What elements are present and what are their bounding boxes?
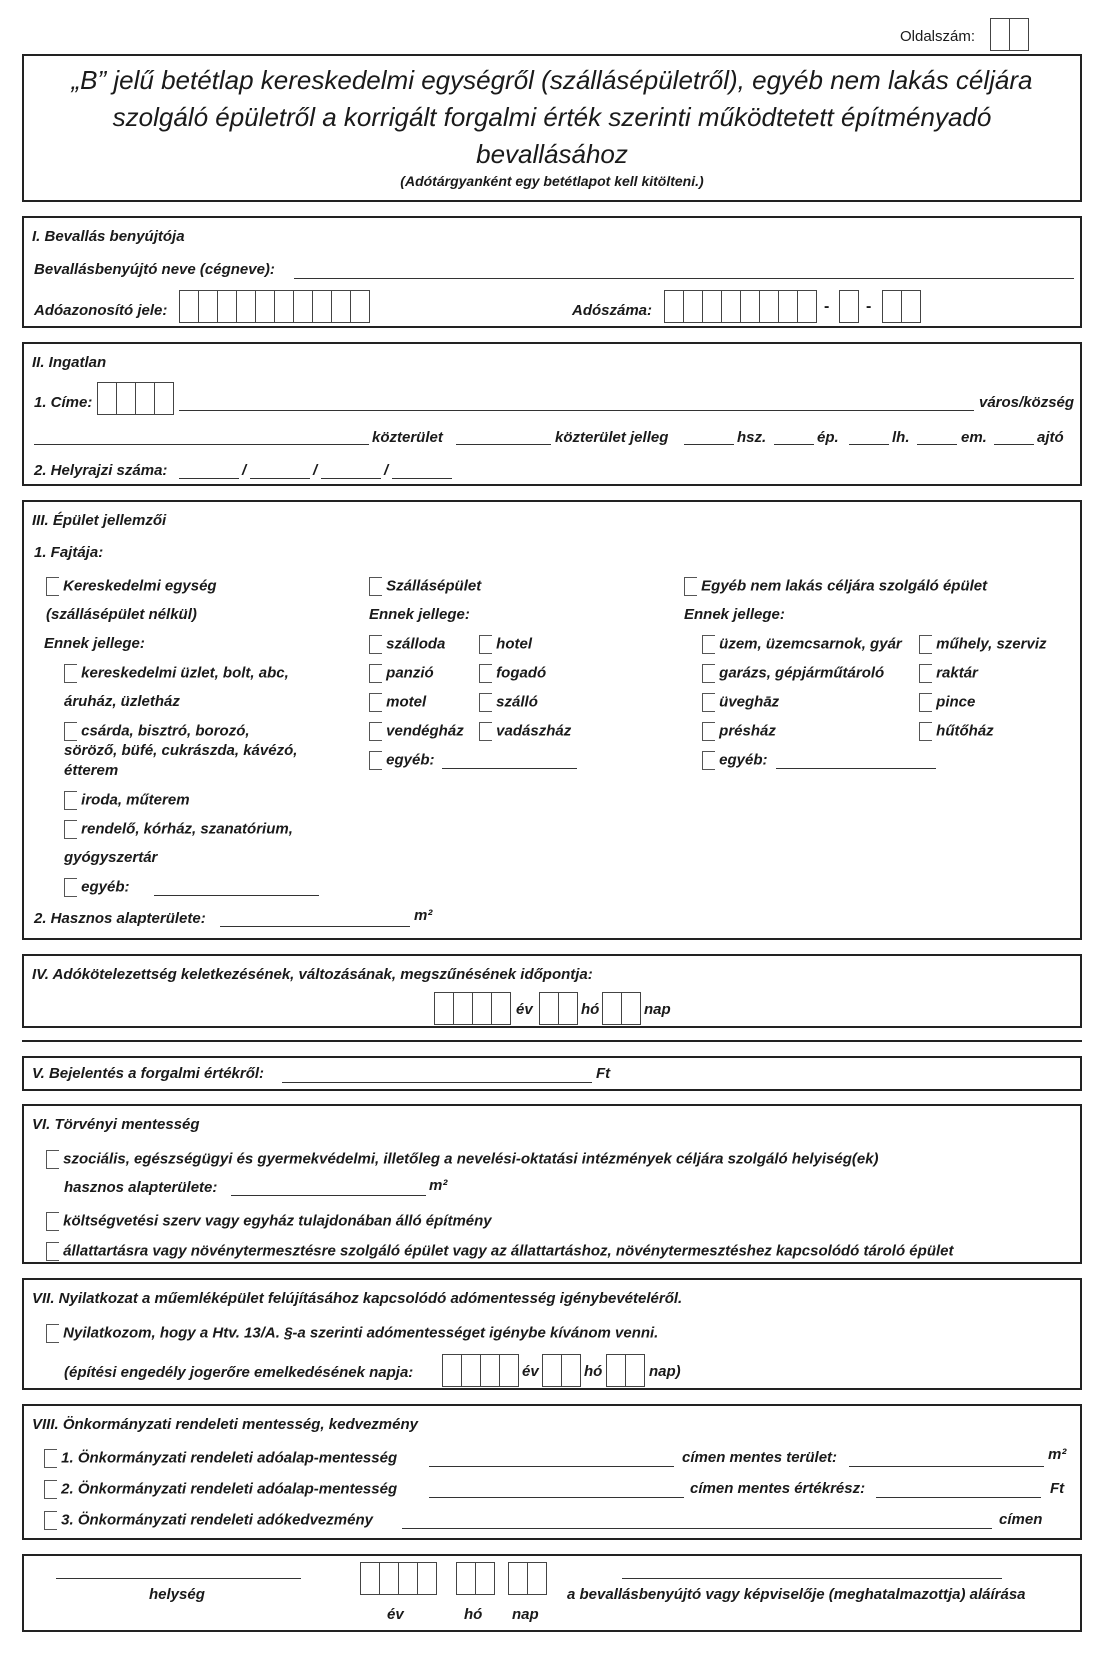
permit-month-label: hó xyxy=(584,1363,603,1380)
section-6 xyxy=(22,1104,1082,1264)
commercial-restaurant-label-3: étterem xyxy=(64,762,119,779)
commercial-unit-option[interactable] xyxy=(46,577,217,596)
other-coldstore-label: hűtőház xyxy=(936,722,994,740)
local-exempt-area-checkbox[interactable] xyxy=(44,1449,57,1468)
market-value-unit: Ft xyxy=(596,1065,611,1082)
other-cellar-checkbox[interactable] xyxy=(919,693,932,712)
filer-name-input[interactable] xyxy=(294,278,1074,279)
section-divider xyxy=(22,1040,1082,1042)
market-value-input[interactable] xyxy=(282,1082,592,1083)
address-label: 1. Címe: xyxy=(34,394,93,411)
acc-hotel2-option[interactable] xyxy=(479,635,532,654)
section-6-heading: VI. Törvényi mentesség xyxy=(32,1116,200,1133)
commercial-shop-label-2: áruház, üzletház xyxy=(64,693,180,710)
commercial-office-checkbox[interactable] xyxy=(64,791,77,810)
acc-inn-checkbox[interactable] xyxy=(479,664,492,683)
acc-other-label: egyéb: xyxy=(386,751,435,769)
commercial-clinic-label-2: gyógyszertár xyxy=(64,849,158,866)
permit-month-input[interactable] xyxy=(542,1354,581,1387)
other-other-checkbox[interactable] xyxy=(702,751,715,770)
section-7-heading: VII. Nyilatkozat a műemléképület felújításához kapcsolódó adómentesség igénybevételéről. xyxy=(32,1290,683,1307)
other-coldstore-checkbox[interactable] xyxy=(919,722,932,741)
lot-number-label: 2. Helyrajzi száma: xyxy=(34,462,168,479)
section-1-heading: I. Bevallás benyújtója xyxy=(32,228,185,245)
exempt-social-option[interactable] xyxy=(46,1150,879,1169)
commercial-restaurant-checkbox[interactable] xyxy=(64,722,77,741)
section-1 xyxy=(22,216,1082,328)
lot-slash-2: / xyxy=(313,462,318,479)
title-line-2: szolgáló épületről a korrigált forgalmi érték szerinti működtetett építményadó xyxy=(112,102,992,132)
acc-guesthouse-option[interactable] xyxy=(369,722,464,741)
section-3-heading: III. Épület jellemzői xyxy=(32,512,167,529)
local-discount-suffix: címen xyxy=(999,1511,1043,1528)
local-discount-option[interactable] xyxy=(44,1511,373,1530)
local-exempt-value-suffix: címen mentes értékrész: xyxy=(690,1480,866,1497)
door-input[interactable] xyxy=(994,444,1034,445)
local-exempt-area-suffix: címen mentes terület: xyxy=(682,1449,838,1466)
other-greenhouse-option[interactable] xyxy=(702,693,779,712)
house-number-input[interactable] xyxy=(684,444,734,445)
other-cellar-option[interactable] xyxy=(919,693,975,712)
local-discount-checkbox[interactable] xyxy=(44,1511,57,1530)
acc-pension-checkbox[interactable] xyxy=(369,664,382,683)
lot-number-part-4[interactable] xyxy=(392,478,452,479)
building-type-label: 1. Fajtája: xyxy=(34,544,104,561)
useful-area-input[interactable] xyxy=(220,926,410,927)
other-presshouse-checkbox[interactable] xyxy=(702,722,715,741)
other-other-option[interactable] xyxy=(702,751,768,770)
signature-label: a bevallásbenyújtó vagy képviselője (meghatalmazottja) aláírása xyxy=(567,1586,1026,1603)
section-3 xyxy=(22,500,1082,940)
acc-hostel-option[interactable] xyxy=(479,693,538,712)
lot-number-part-2[interactable] xyxy=(250,478,310,479)
other-garage-option[interactable] xyxy=(702,664,884,683)
exempt-social-area-input[interactable] xyxy=(231,1195,426,1196)
commercial-other-input[interactable] xyxy=(154,895,319,896)
section-2-heading: II. Ingatlan xyxy=(32,354,107,371)
obligation-year-input[interactable] xyxy=(434,992,511,1025)
door-label: ajtó xyxy=(1037,429,1064,446)
other-building-character-label: Ennek jellege: xyxy=(684,606,785,623)
section-5 xyxy=(22,1056,1082,1091)
acc-motel-option[interactable] xyxy=(369,693,426,712)
acc-motel-checkbox[interactable] xyxy=(369,693,382,712)
other-building-option[interactable] xyxy=(684,577,987,596)
obligation-month-input[interactable] xyxy=(539,992,578,1025)
exempt-social-checkbox[interactable] xyxy=(46,1150,59,1169)
section-5-heading: V. Bejelentés a forgalmi értékről: xyxy=(32,1065,265,1082)
tax-number-dash-1: - xyxy=(824,298,830,315)
filer-name-label: Bevallásbenyújtó neve (cégneve): xyxy=(34,261,275,278)
tax-number-label: Adószáma: xyxy=(572,302,653,319)
acc-hotel-option[interactable] xyxy=(369,635,445,654)
other-building-label: Egyéb nem lakás céljára szolgáló épület xyxy=(701,577,988,595)
commercial-shop-option[interactable] xyxy=(64,664,289,683)
tax-number-code-input[interactable] xyxy=(839,290,859,323)
commercial-shop-label: kereskedelmi üzlet, bolt, abc, xyxy=(81,664,289,682)
local-discount-title-input[interactable] xyxy=(402,1528,992,1529)
other-garage-label: garázs, gépjárműtároló xyxy=(719,664,885,682)
sign-day-input[interactable] xyxy=(508,1562,547,1595)
exempt-public-label: költségvetési szerv vagy egyház tulajdonában álló építmény xyxy=(63,1212,492,1230)
local-exempt-value-unit: Ft xyxy=(1050,1480,1065,1497)
obligation-day-label: nap xyxy=(644,1001,671,1018)
acc-hunting-lodge-checkbox[interactable] xyxy=(479,722,492,741)
signature-input[interactable] xyxy=(622,1578,1002,1579)
acc-guesthouse-checkbox[interactable] xyxy=(369,722,382,741)
signature-box xyxy=(22,1554,1082,1632)
acc-pension-label: panzió xyxy=(386,664,434,682)
permit-day-input[interactable] xyxy=(606,1354,645,1387)
other-workshop-checkbox[interactable] xyxy=(919,635,932,654)
tax-id-input[interactable] xyxy=(179,290,370,323)
exempt-agri-label: állattartásra vagy növénytermesztésre szolgáló épület vagy az állattartáshoz, növénytermesztéshez kapcsolódó tároló épület xyxy=(63,1242,954,1260)
local-exempt-value-title-input[interactable] xyxy=(429,1497,684,1498)
commercial-office-option[interactable] xyxy=(64,791,190,810)
city-input[interactable] xyxy=(179,410,974,411)
title-line-1: „B” jelű betétlap kereskedelmi egységről (szállásépületről), egyéb nem lakás céljára xyxy=(71,65,1033,95)
local-exempt-area-option[interactable] xyxy=(44,1449,397,1468)
commercial-unit-label: Kereskedelmi egység xyxy=(63,577,217,595)
commercial-clinic-label: rendelő, kórház, szanatórium, xyxy=(81,820,293,838)
permit-year-input[interactable] xyxy=(442,1354,519,1387)
exempt-public-checkbox[interactable] xyxy=(46,1212,59,1231)
page-number-input[interactable] xyxy=(990,18,1029,51)
acc-inn-label: fogadó xyxy=(496,664,547,682)
acc-hunting-lodge-option[interactable] xyxy=(479,722,571,741)
exempt-social-label: szociális, egészségügyi és gyermekvédelmi, illetőleg a nevelési-oktatási intézmények céljára szolgáló helyiség(ek) xyxy=(63,1150,879,1168)
acc-other-option[interactable] xyxy=(369,751,435,770)
sign-month-label: hó xyxy=(464,1606,483,1623)
acc-hostel-label: szálló xyxy=(496,693,538,711)
monument-statement-option[interactable] xyxy=(46,1324,658,1343)
commercial-restaurant-option[interactable] xyxy=(64,722,250,741)
other-greenhouse-checkbox[interactable] xyxy=(702,693,715,712)
commercial-clinic-checkbox[interactable] xyxy=(64,820,77,839)
other-other-input[interactable] xyxy=(776,768,936,769)
section-8 xyxy=(22,1404,1082,1540)
useful-area-unit: m² xyxy=(414,907,433,924)
other-workshop-label: műhely, szerviz xyxy=(936,635,1047,653)
building-input[interactable] xyxy=(774,444,814,445)
commercial-restaurant-label: csárda, bisztró, borozó, xyxy=(81,722,250,740)
other-coldstore-option[interactable] xyxy=(919,722,994,741)
tax-number-region-input[interactable] xyxy=(882,290,921,323)
exempt-public-option[interactable] xyxy=(46,1212,492,1231)
permit-date-label: (építési engedély jogerőre emelkedésének napja: xyxy=(64,1364,414,1381)
exempt-social-area-unit: m² xyxy=(429,1177,448,1194)
section-2 xyxy=(22,342,1082,486)
local-exempt-area-label: 1. Önkormányzati rendeleti adóalap-mentesség xyxy=(61,1449,398,1467)
monument-statement-checkbox[interactable] xyxy=(46,1324,59,1343)
sign-year-label: év xyxy=(387,1606,404,1623)
commercial-other-checkbox[interactable] xyxy=(64,878,77,897)
sign-month-input[interactable] xyxy=(456,1562,495,1595)
permit-year-label: év xyxy=(522,1363,539,1380)
accommodation-checkbox[interactable] xyxy=(369,577,382,596)
local-exempt-area-value-input[interactable] xyxy=(849,1466,1044,1467)
local-exempt-value-checkbox[interactable] xyxy=(44,1480,57,1499)
acc-other-input[interactable] xyxy=(442,768,577,769)
accommodation-character-label: Ennek jellege: xyxy=(369,606,470,623)
other-factory-option[interactable] xyxy=(702,635,902,654)
acc-pension-option[interactable] xyxy=(369,664,434,683)
place-label: helység xyxy=(149,1586,205,1603)
other-workshop-option[interactable] xyxy=(919,635,1047,654)
acc-hotel2-label: hotel xyxy=(496,635,533,653)
building-label: ép. xyxy=(817,429,839,446)
street-input[interactable] xyxy=(34,444,369,445)
other-warehouse-label: raktár xyxy=(936,664,978,682)
other-greenhouse-label: üveghāz xyxy=(719,693,780,711)
local-discount-label: 3. Önkormányzati rendeleti adókedvezmény xyxy=(61,1511,373,1529)
local-exempt-value-option[interactable] xyxy=(44,1480,397,1499)
local-exempt-area-title-input[interactable] xyxy=(429,1466,674,1467)
acc-hotel2-checkbox[interactable] xyxy=(479,635,492,654)
commercial-other-label: egyéb: xyxy=(81,878,130,896)
section-8-heading: VIII. Önkormányzati rendeleti mentesség, kedvezmény xyxy=(32,1416,418,1433)
street-type-input[interactable] xyxy=(456,444,551,445)
other-garage-checkbox[interactable] xyxy=(702,664,715,683)
lot-slash-1: / xyxy=(242,462,247,479)
other-warehouse-checkbox[interactable] xyxy=(919,664,932,683)
tax-number-dash-2: - xyxy=(866,298,872,315)
acc-hostel-checkbox[interactable] xyxy=(479,693,492,712)
page-number-label: Oldalszám: xyxy=(900,28,976,45)
useful-area-label: 2. Hasznos alapterülete: xyxy=(34,910,206,927)
commercial-character-label: Ennek jellege: xyxy=(44,635,145,652)
floor-input[interactable] xyxy=(917,444,957,445)
commercial-unit-checkbox[interactable] xyxy=(46,577,59,596)
local-exempt-area-unit: m² xyxy=(1048,1446,1067,1463)
section-7 xyxy=(22,1278,1082,1390)
acc-guesthouse-label: vendégház xyxy=(386,722,464,740)
postal-code-input[interactable] xyxy=(97,382,174,415)
lot-slash-3: / xyxy=(384,462,389,479)
local-exempt-value-label: 2. Önkormányzati rendeleti adóalap-mentesség xyxy=(61,1480,398,1498)
other-factory-label: üzem, üzemcsarnok, gyár xyxy=(719,635,902,653)
staircase-input[interactable] xyxy=(849,444,889,445)
house-number-label: hsz. xyxy=(737,429,767,446)
obligation-day-input[interactable] xyxy=(602,992,641,1025)
other-other-label: egyéb: xyxy=(719,751,768,769)
commercial-shop-checkbox[interactable] xyxy=(64,664,77,683)
section-4 xyxy=(22,954,1082,1028)
acc-other-checkbox[interactable] xyxy=(369,751,382,770)
obligation-month-label: hó xyxy=(581,1001,600,1018)
other-presshouse-label: présház xyxy=(719,722,776,740)
commercial-other-option[interactable] xyxy=(64,878,130,897)
commercial-restaurant-label-2: söröző, büfé, cukrászda, kávézó, xyxy=(64,742,298,759)
exempt-agri-checkbox[interactable] xyxy=(46,1242,59,1261)
lot-number-part-3[interactable] xyxy=(321,478,381,479)
other-factory-checkbox[interactable] xyxy=(702,635,715,654)
acc-inn-option[interactable] xyxy=(479,664,546,683)
permit-day-label: nap) xyxy=(649,1363,681,1380)
acc-hotel-checkbox[interactable] xyxy=(369,635,382,654)
sign-year-input[interactable] xyxy=(360,1562,437,1595)
monument-statement-label: Nyilatkozom, hogy a Htv. 13/A. §-a szerinti adómentességet igénybe kívánom venni. xyxy=(63,1324,659,1342)
staircase-label: lh. xyxy=(892,429,910,446)
street-label: közterület xyxy=(372,429,443,446)
acc-hunting-lodge-label: vadászház xyxy=(496,722,572,740)
other-cellar-label: pince xyxy=(936,693,976,711)
place-input[interactable] xyxy=(56,1578,301,1579)
title-line-3: bevallásához xyxy=(476,139,628,169)
sign-day-label: nap xyxy=(512,1606,539,1623)
acc-hotel-label: szálloda xyxy=(386,635,446,653)
city-label: város/község xyxy=(979,394,1075,411)
commercial-clinic-option[interactable] xyxy=(64,820,293,839)
street-type-label: közterület jelleg xyxy=(555,429,669,446)
commercial-unit-subtitle: (szállásépület nélkül) xyxy=(46,606,197,623)
section-4-heading: IV. Adókötelezettség keletkezésének, változásának, megszűnésének időpontja: xyxy=(32,966,593,983)
accommodation-label: Szállásépület xyxy=(386,577,482,595)
other-warehouse-option[interactable] xyxy=(919,664,978,683)
other-building-checkbox[interactable] xyxy=(684,577,697,596)
other-presshouse-option[interactable] xyxy=(702,722,776,741)
acc-motel-label: motel xyxy=(386,693,427,711)
local-exempt-value-amount-input[interactable] xyxy=(876,1497,1041,1498)
tax-id-label: Adóazonosító jele: xyxy=(34,302,168,319)
commercial-office-label: iroda, műterem xyxy=(81,791,190,809)
exempt-social-area-label: hasznos alapterülete: xyxy=(64,1179,218,1196)
title-box xyxy=(22,54,1082,202)
floor-label: em. xyxy=(961,429,987,446)
exempt-agri-option[interactable] xyxy=(46,1242,953,1261)
title-note: (Adótárgyanként egy betétlapot kell kitölteni.) xyxy=(400,173,704,189)
tax-number-main-input[interactable] xyxy=(664,290,817,323)
obligation-year-label: év xyxy=(516,1001,533,1018)
accommodation-option[interactable] xyxy=(369,577,481,596)
lot-number-part-1[interactable] xyxy=(179,478,239,479)
